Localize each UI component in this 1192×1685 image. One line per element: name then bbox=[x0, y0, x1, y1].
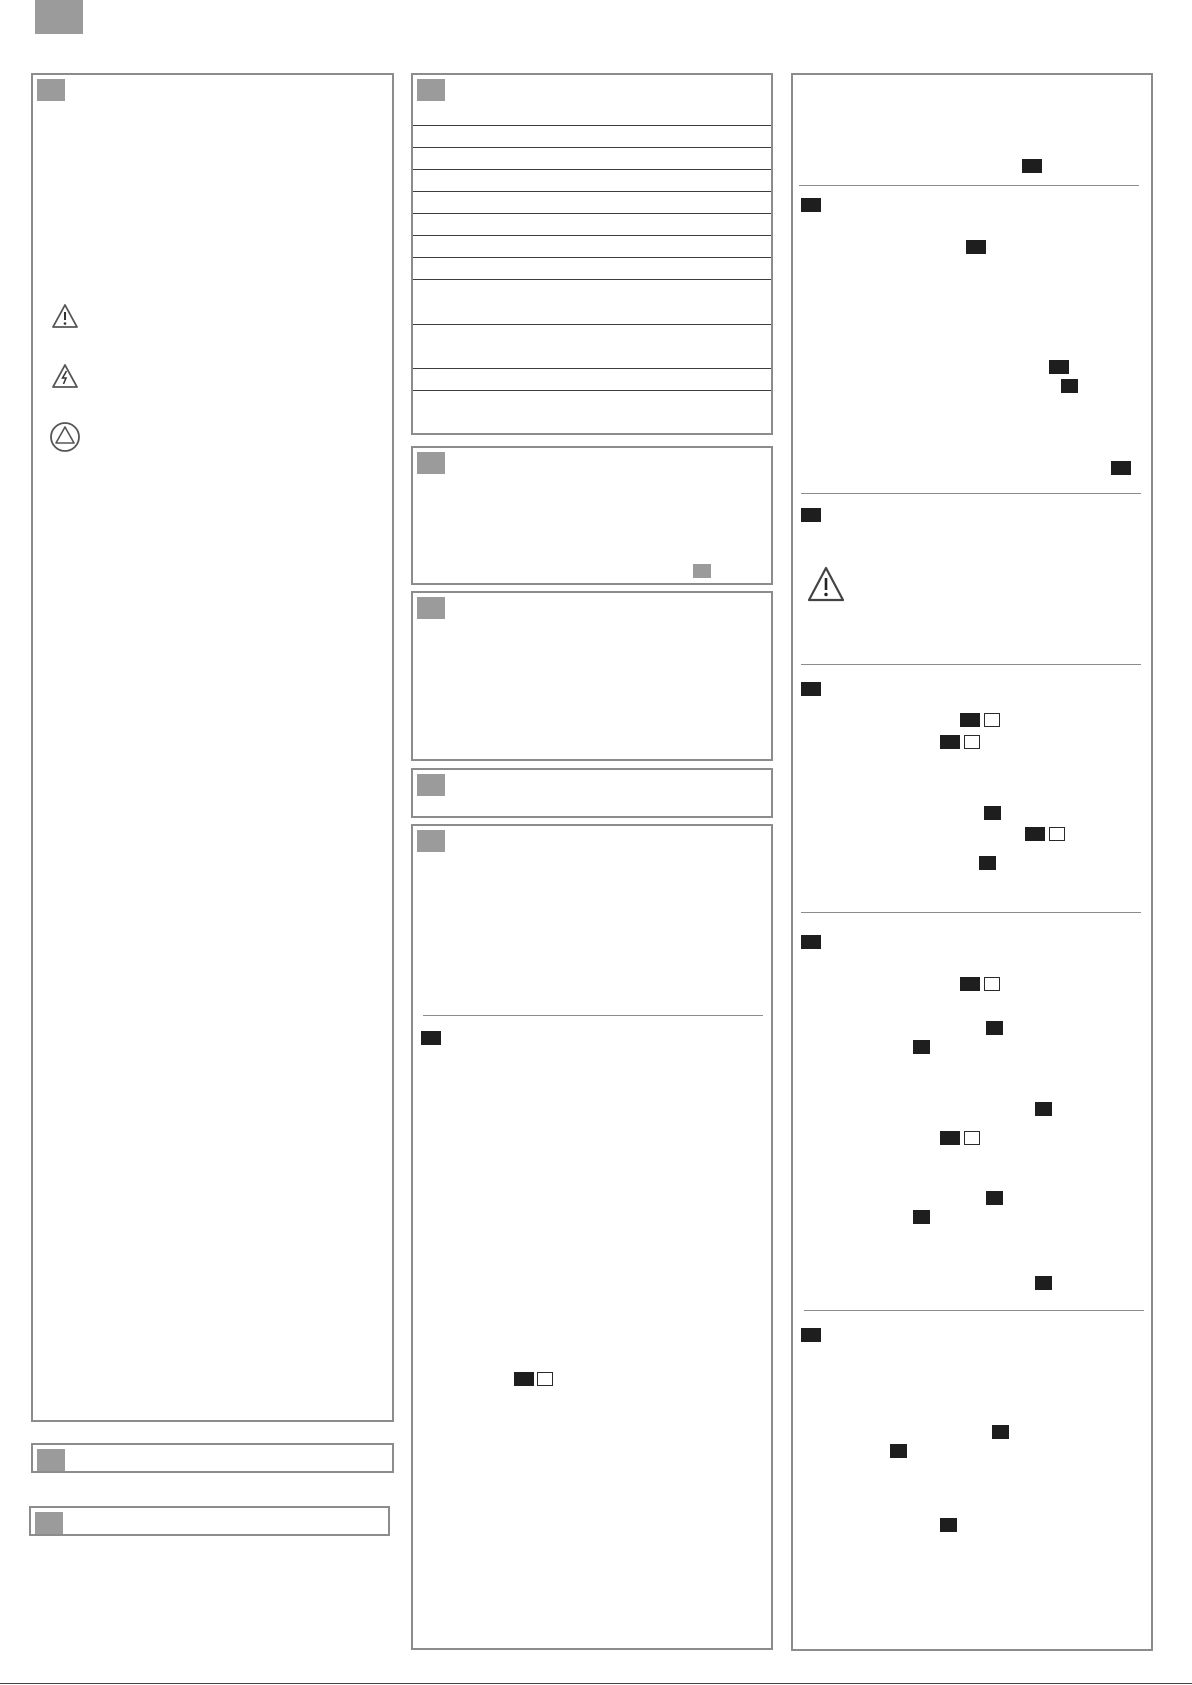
table-row bbox=[413, 390, 771, 391]
spec-table-box bbox=[411, 73, 773, 435]
divider bbox=[799, 185, 1139, 186]
small-section-box bbox=[29, 1506, 390, 1536]
section-marker bbox=[417, 597, 445, 619]
figure-ref-marker bbox=[986, 1021, 1003, 1035]
page-footer-rule bbox=[0, 1683, 1192, 1684]
step-marker bbox=[421, 1031, 441, 1045]
divider bbox=[801, 664, 1141, 665]
figure-ref-marker bbox=[992, 1425, 1009, 1439]
step-marker bbox=[801, 682, 821, 696]
figure-ref-marker bbox=[1022, 159, 1042, 173]
section-box bbox=[411, 591, 773, 761]
table-row bbox=[413, 169, 771, 170]
table-row bbox=[413, 279, 771, 280]
step-marker bbox=[801, 935, 821, 949]
table-row bbox=[413, 368, 771, 369]
step-marker bbox=[801, 508, 821, 522]
table-row bbox=[413, 191, 771, 192]
section-marker bbox=[417, 79, 445, 101]
section-marker bbox=[417, 774, 445, 796]
figure-ref-marker bbox=[979, 856, 996, 870]
figure-ref-marker bbox=[1111, 461, 1131, 475]
figure-ref-box bbox=[537, 1372, 553, 1386]
figure-ref-marker bbox=[960, 713, 980, 727]
figure-ref-marker bbox=[1035, 1102, 1052, 1116]
figure-ref-marker bbox=[960, 977, 980, 991]
figure-ref-marker bbox=[1025, 827, 1045, 841]
figure-ref-box bbox=[984, 713, 1000, 727]
section-marker bbox=[37, 1449, 65, 1471]
figure-ref-marker bbox=[966, 240, 986, 254]
section-marker bbox=[417, 830, 445, 852]
figure-ref-box bbox=[984, 977, 1000, 991]
warning-triangle-icon bbox=[806, 565, 846, 603]
divider bbox=[423, 1015, 763, 1016]
figure-ref-box bbox=[964, 735, 980, 749]
figure-ref-marker bbox=[514, 1372, 534, 1386]
table-row bbox=[413, 235, 771, 236]
small-section-box bbox=[31, 1443, 394, 1473]
figure-ref-marker bbox=[913, 1210, 930, 1224]
section-marker bbox=[417, 452, 445, 474]
page-header-marker bbox=[35, 0, 83, 34]
section-box bbox=[411, 446, 773, 585]
divider bbox=[804, 1310, 1144, 1311]
section-marker bbox=[37, 79, 65, 101]
divider bbox=[801, 493, 1141, 494]
section-box bbox=[411, 768, 773, 818]
section-box bbox=[411, 824, 773, 1650]
figure-ref-marker bbox=[940, 735, 960, 749]
table-row bbox=[413, 147, 771, 148]
reference-marker bbox=[693, 564, 711, 578]
table-row bbox=[413, 213, 771, 214]
table-row bbox=[413, 257, 771, 258]
figure-ref-marker bbox=[986, 1191, 1003, 1205]
figure-ref-marker bbox=[913, 1040, 930, 1054]
figure-ref-box bbox=[1049, 827, 1065, 841]
figure-ref-marker bbox=[1035, 1276, 1052, 1290]
instructions-box bbox=[791, 73, 1153, 1651]
table-row bbox=[413, 324, 771, 325]
warning-triangle-icon bbox=[51, 303, 79, 329]
step-marker bbox=[801, 198, 821, 212]
figure-ref-marker bbox=[1049, 360, 1069, 374]
safety-section-box bbox=[31, 73, 394, 1422]
divider bbox=[801, 912, 1141, 913]
figure-ref-marker bbox=[890, 1444, 907, 1458]
figure-ref-marker bbox=[984, 806, 1001, 820]
electric-hazard-triangle-icon bbox=[51, 363, 79, 389]
step-marker bbox=[801, 1328, 821, 1342]
table-row bbox=[413, 125, 771, 126]
circle-triangle-icon bbox=[49, 421, 81, 453]
figure-ref-box bbox=[964, 1131, 980, 1145]
figure-ref-marker bbox=[940, 1131, 960, 1145]
section-marker bbox=[35, 1512, 63, 1534]
figure-ref-marker bbox=[940, 1518, 957, 1532]
figure-ref-marker bbox=[1061, 379, 1078, 393]
